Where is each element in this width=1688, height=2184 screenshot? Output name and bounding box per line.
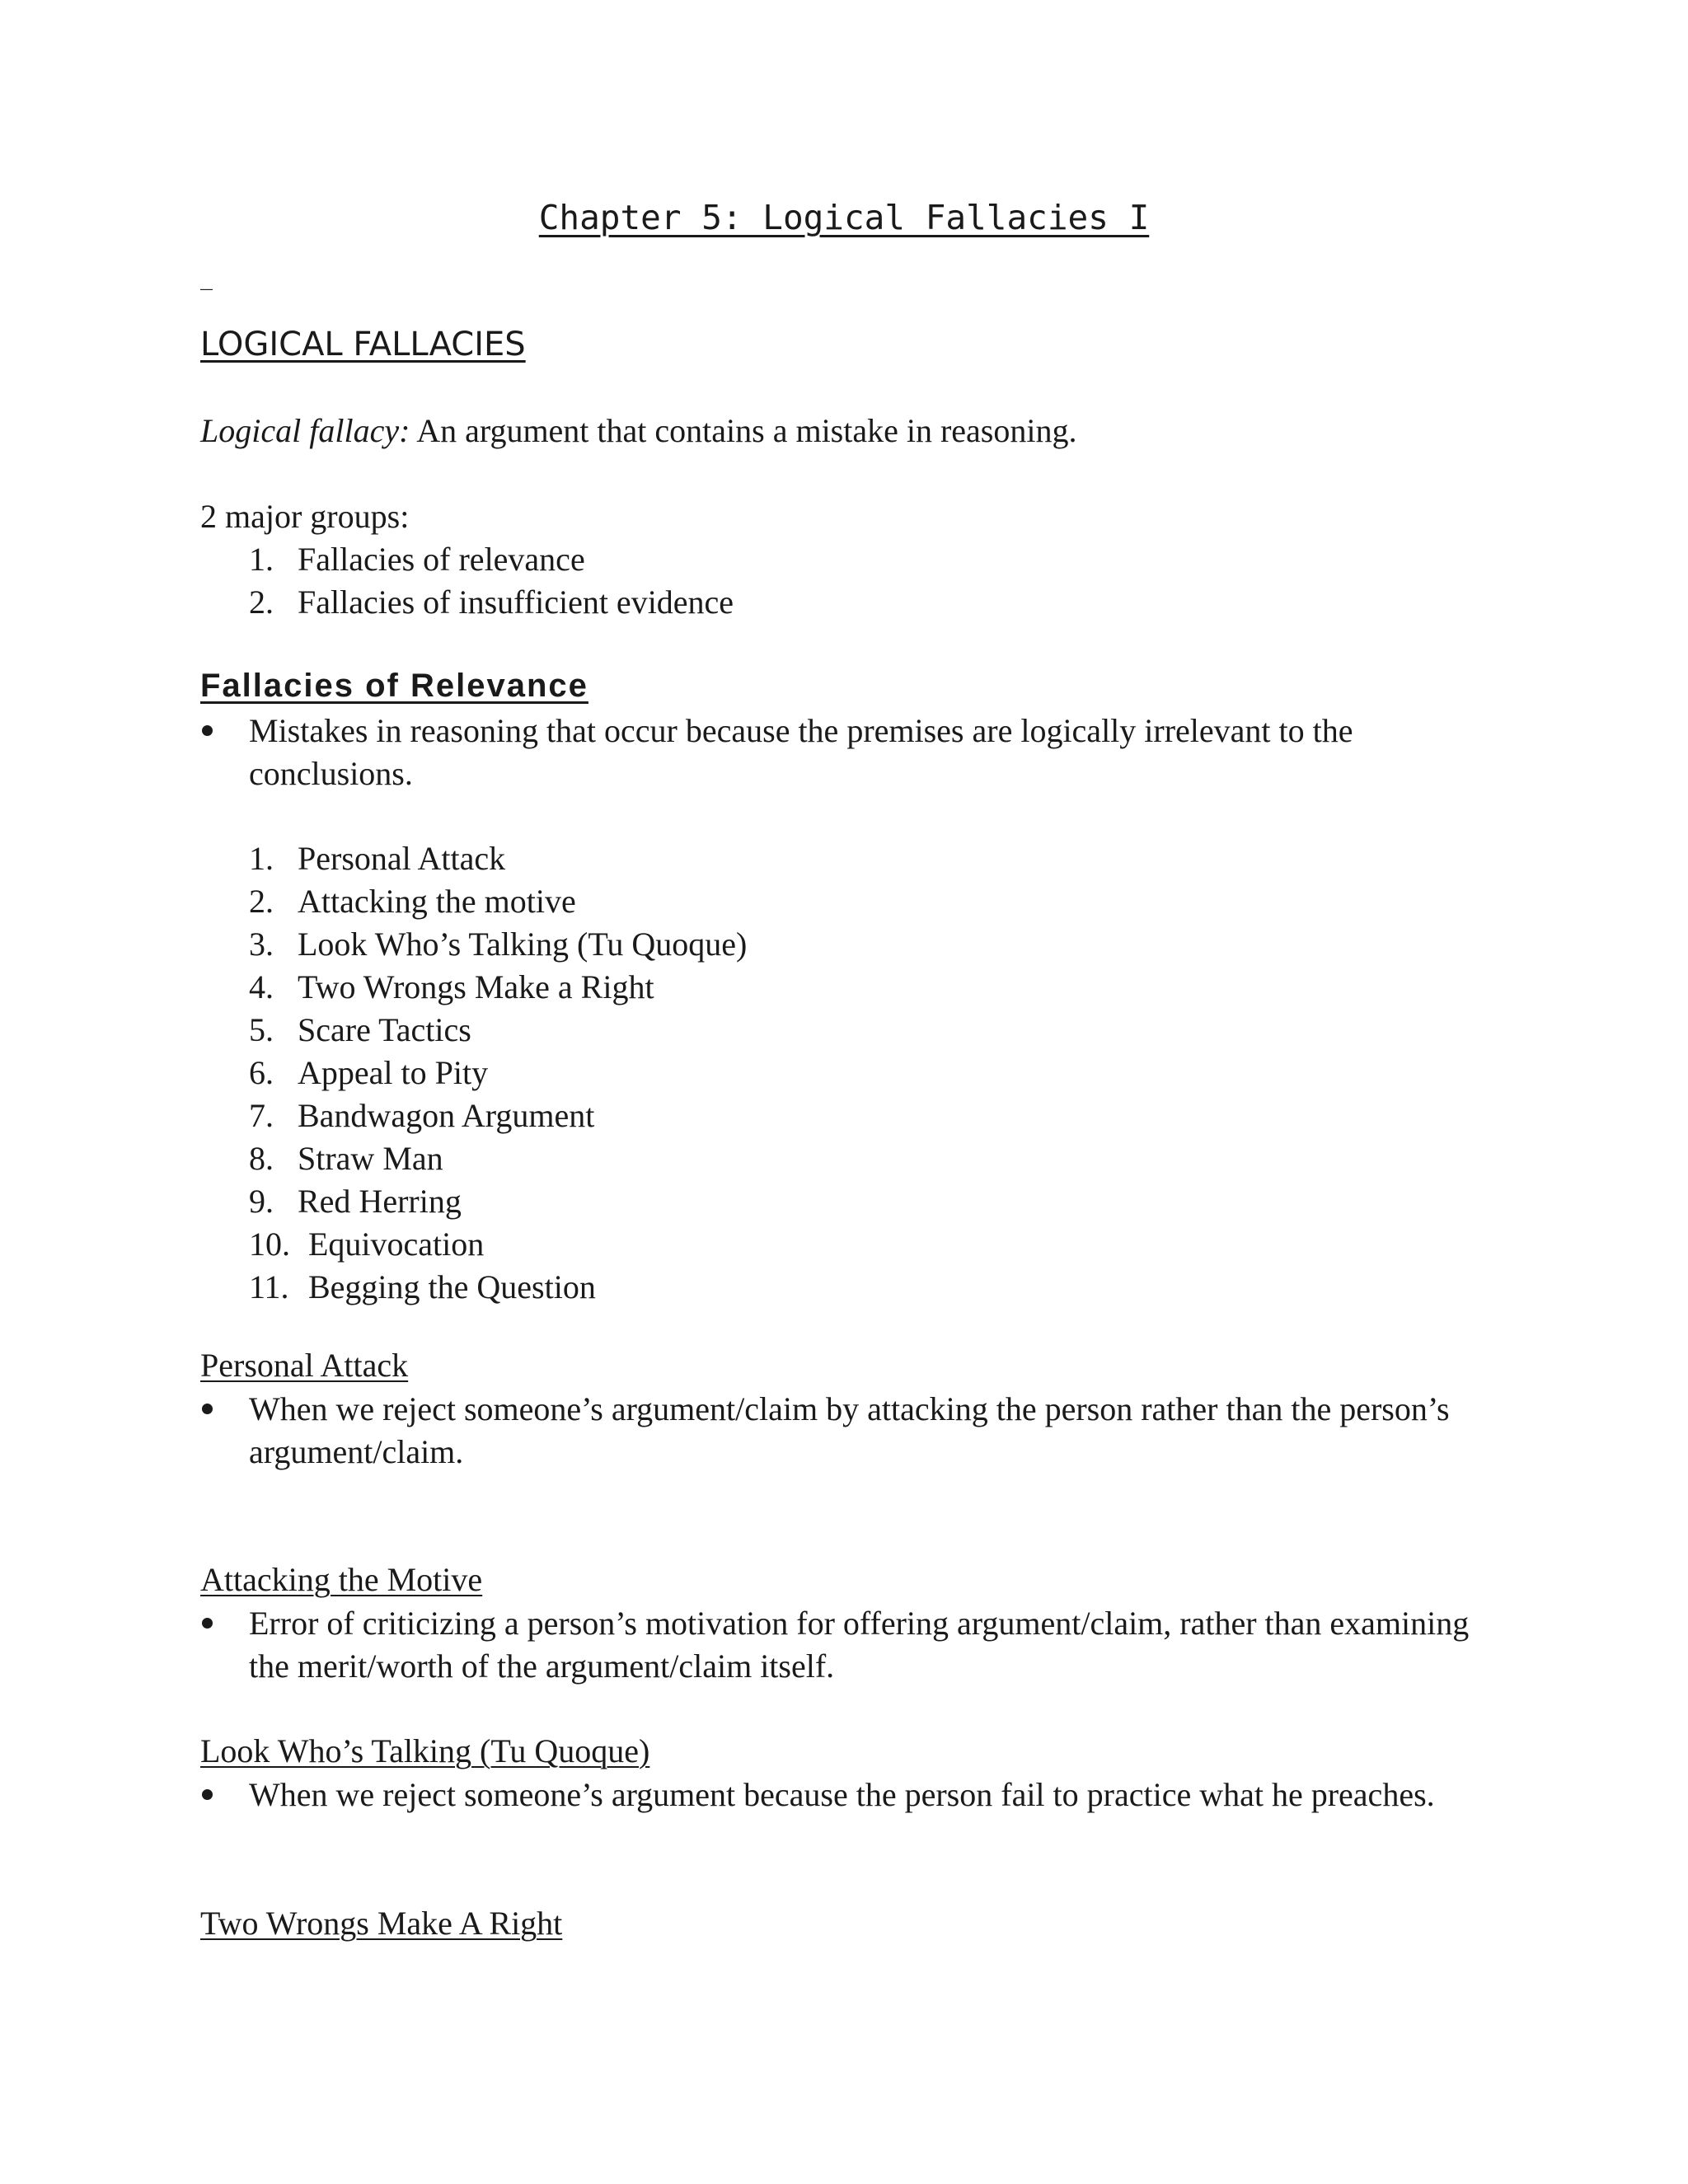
list-text: Fallacies of insufficient evidence [298,583,734,621]
definition-text: An argument that contains a mistake in reasoning. [410,412,1077,449]
bullet-text: When we reject someone’s argument/claim by attacking the person rather than the person’s argument/claim. [249,1390,1450,1470]
list-number: 1. [249,541,274,578]
bullet-text: Error of criticizing a person’s motivation for offering argument/claim, rather than examining the merit/worth of the argument/claim itself. [249,1605,1470,1685]
bullet-text: Mistakes in reasoning that occur because the premises are logically irrelevant to the conclusions. [249,712,1353,792]
bullet-dot [200,1602,249,1688]
definition-line [200,410,1077,452]
list-number: 3. [249,926,274,963]
list-text: Straw Man [298,1140,443,1177]
relevance-list [249,837,747,1309]
section-heading-relevance: Fallacies of Relevance [200,668,588,704]
list-item [249,880,747,923]
list-text: Look Who’s Talking (Tu Quoque) [298,926,748,963]
list-item [249,966,747,1009]
relevance-bullet [200,710,1511,795]
list-number: 7. [249,1097,274,1134]
list-number: 1. [249,840,274,877]
separator-dash: _ [200,262,213,291]
list-number: 6. [249,1054,274,1091]
list-number: 9. [249,1183,274,1220]
bullet-dot [200,1774,249,1816]
list-number: 8. [249,1140,274,1177]
list-item [249,1266,747,1309]
bullet-dot [200,710,249,795]
list-item [249,1180,747,1223]
list-text: Bandwagon Argument [298,1097,595,1134]
personal-attack-bullet [200,1388,1511,1474]
heading-attacking-motive: Attacking the Motive [200,1561,483,1598]
heading-tu-quoque: Look Who’s Talking (Tu Quoque) [200,1732,650,1769]
list-number: 11. [249,1268,289,1305]
list-item [249,1094,747,1137]
list-number: 10. [249,1226,290,1263]
groups-list [249,538,734,624]
chapter-title: Chapter 5: Logical Fallacies I [538,198,1150,237]
bullet-dot [200,1388,249,1474]
list-text: Appeal to Pity [298,1054,489,1091]
groups-intro: 2 major groups: [200,498,410,535]
heading-personal-attack: Personal Attack [200,1347,409,1384]
list-text: Attacking the motive [298,883,576,920]
bullet-text: When we reject someone’s argument because the person fail to practice what he preaches. [249,1776,1435,1813]
list-text: Red Herring [298,1183,462,1220]
list-number: 4. [249,968,274,1005]
list-text: Equivocation [308,1226,485,1263]
attacking-motive-bullet [200,1602,1511,1688]
list-text: Begging the Question [308,1268,596,1305]
list-number: 5. [249,1011,274,1048]
list-item [249,837,747,880]
list-item [249,1223,747,1266]
list-text: Two Wrongs Make a Right [298,968,654,1005]
definition-term: Logical fallacy: [200,412,410,449]
list-item [249,923,747,966]
list-number: 2. [249,883,274,920]
list-number: 2. [249,583,274,621]
list-item [249,538,734,581]
list-text: Scare Tactics [298,1011,471,1048]
list-text: Personal Attack [298,840,506,877]
list-item [249,1137,747,1180]
list-item [249,1052,747,1094]
section-heading-logical-fallacies: LOGICAL FALLACIES [200,326,526,363]
list-text: Fallacies of relevance [298,541,585,578]
list-item [249,581,734,624]
heading-two-wrongs: Two Wrongs Make A Right [200,1905,563,1942]
list-item [249,1009,747,1052]
tu-quoque-bullet [200,1774,1511,1816]
